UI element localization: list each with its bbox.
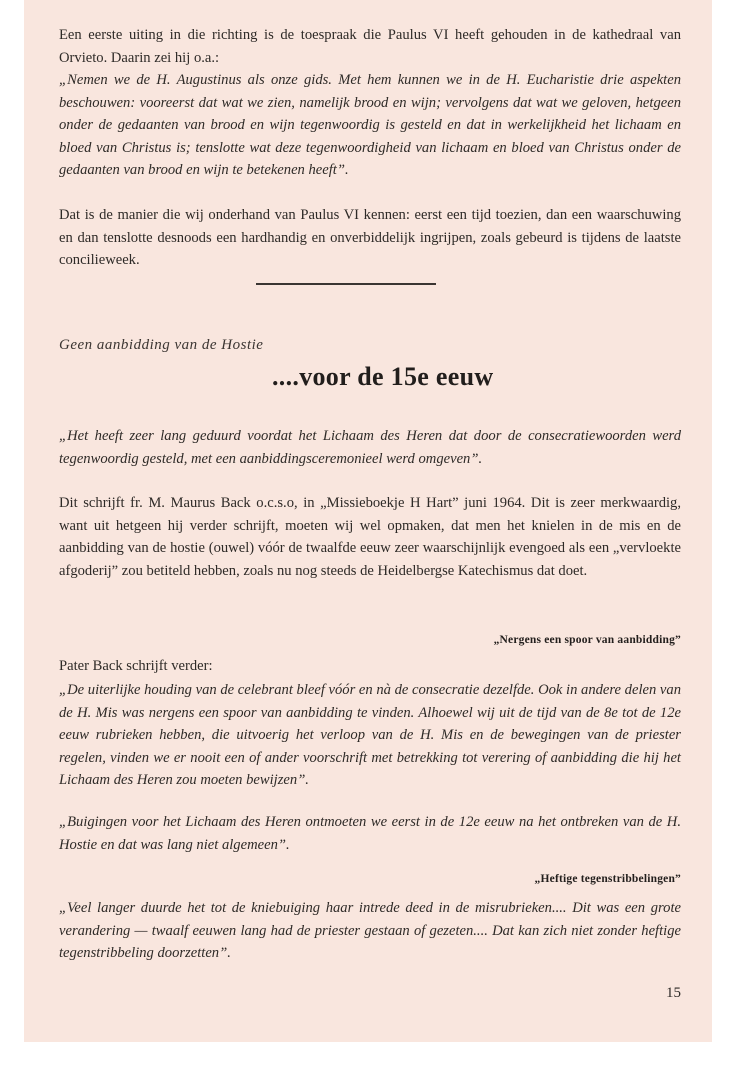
closing-paragraph: Dat is de manier die wij onderhand van Paulus VI kennen: eerst een tijd toezien, dan een waarschuwing en dan tenslotte desnoods een hardhandig en onverbiddelijk ingrijpen, zoals gebeurd is tijdens de laatste concilieweek. — [59, 207, 681, 268]
celebrant-quote: „De uiterlijke houding van de celebrant bleef vóór en nà de consecratie dezelfde. Ook in andere delen van de H. Mis was nergens een spoor van aanbidding te vinden. Alhoewel wij uit de tijd van de 8e tot de 12e eeuw rubrieken hebben, die uitvoerig het verloop van de H. Mis en de bewegingen van de priester regelen, vinden we er nooit een of ander voorschrift met betrekking tot verering of aanbidding die hij het Lichaam des Heren zou moeten bewijzen”. — [59, 682, 681, 788]
document-page — [24, 0, 712, 1042]
pater-back-line: Pater Back schrijft verder: — [59, 658, 213, 674]
orvieto-quote: „Nemen we de H. Augustinus als onze gids. Met hem kunnen we in de H. Eucharistie drie aspekten beschouwen: vooreerst dat wat we zien, namelijk brood en wijn; vervolgens dat wat we geloven, hetgeen onder de gedaanten van brood en wijn tegenwoordig is gesteld en dat in werkelijkheid het lichaam en bloed van Christus is; tenslotte wat deze tegenwoordigheid van lichaam en bloed van Christus onder de gedaanten van brood en wijn te betekenen heeft”. — [59, 72, 681, 178]
kniebuiging-quote: „Veel langer duurde het tot de kniebuiging haar intrede deed in de misrubrieken.... Dit was een grote verandering — twaalf eeuwen lang had de priester gestaan of gezeten.... Dat kan zich niet zonder heftige tegenstribbeling doorzetten”. — [59, 900, 681, 961]
subheading-aanbidding: „Nergens een spoor van aanbidding” — [493, 634, 681, 646]
subheading-tegenstribbelingen: „Heftige tegenstribbelingen” — [534, 873, 681, 885]
section-divider — [256, 283, 436, 285]
intro-paragraph: Een eerste uiting in die richting is de toespraak die Paulus VI heeft gehouden in de kathedraal van Orvieto. Daarin zei hij o.a.: — [59, 27, 681, 66]
back-quote: „Het heeft zeer lang geduurd voordat het Lichaam des Heren dat door de consecratiewoorden werd tegenwoordig gesteld, met een aanbiddingsceremonieel werd omgeven”. — [59, 428, 681, 467]
section-kicker: Geen aanbidding van de Hostie — [59, 337, 264, 353]
page-number: 15 — [666, 985, 681, 1001]
section-title: ....voor de 15e eeuw — [272, 362, 494, 391]
back-paragraph: Dit schrijft fr. M. Maurus Back o.c.s.o, in „Missieboekje H Hart” juni 1964. Dit is zeer merkwaardig, want uit hetgeen hij verder schrijft, moeten wij wel opmaken, dat men het knielen in de mis en de aanbidding van de hostie (ouwel) vóór de twaalfde eeuw zeer waarschijnlijk evengoed als een „vervloekte afgoderij” zou betiteld hebben, zoals nu nog steeds de Heidelbergse Katechismus dat doet. — [59, 495, 681, 579]
buigingen-quote: „Buigingen voor het Lichaam des Heren ontmoeten we eerst in de 12e eeuw na het ontbreken van de H. Hostie en dat was lang niet algemeen”. — [59, 814, 681, 853]
